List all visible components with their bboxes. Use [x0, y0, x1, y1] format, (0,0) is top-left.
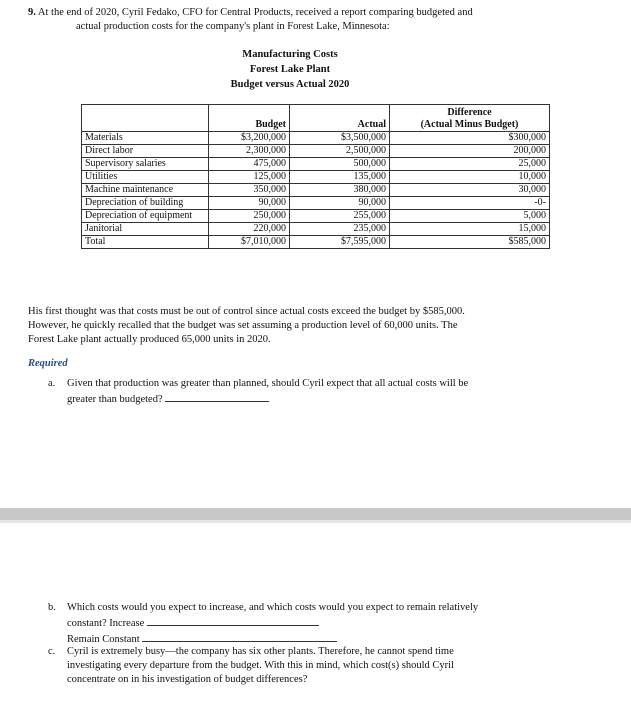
row-budget: 90,000: [209, 197, 290, 210]
row-name: Depreciation of equipment: [82, 210, 209, 223]
part-a-line-1: Given that production was greater than planned, should Cyril expect that all actual costs will be: [67, 378, 469, 389]
row-diff: 15,000: [390, 223, 550, 236]
table-row: [82, 184, 550, 197]
header-blank: [82, 105, 209, 132]
table-row: [82, 210, 550, 223]
part-c-line-3: concentrate on in his investigation of budget differences?: [67, 674, 308, 685]
part-c-label: c.: [48, 646, 56, 657]
row-diff: 5,000: [390, 210, 550, 223]
row-name: Janitorial: [82, 223, 209, 236]
row-name: Depreciation of building: [82, 197, 209, 210]
row-actual: 235,000: [290, 223, 390, 236]
part-a-answer-blank[interactable]: [165, 391, 269, 402]
header-budget: Budget: [209, 105, 290, 132]
intro-line-2: actual production costs for the company's plant in Forest Lake, Minnesota:: [76, 21, 390, 32]
header-difference: [390, 105, 550, 132]
paragraph-line-3: Forest Lake plant actually produced 65,000 units in 2020.: [28, 334, 271, 345]
table-row: [82, 236, 550, 249]
row-actual: $7,595,000: [290, 236, 390, 249]
part-a-label: a.: [48, 378, 56, 389]
row-name: Supervisory salaries: [82, 158, 209, 171]
row-diff: 200,000: [390, 145, 550, 158]
row-diff: -0-: [390, 197, 550, 210]
row-name: Total: [82, 236, 209, 249]
budget-table: [81, 104, 550, 249]
part-b-constant-label: Remain Constant: [67, 634, 140, 645]
part-c-line-1: Cyril is extremely busy—the company has six other plants. Therefore, he cannot spend time: [67, 646, 454, 657]
row-budget: 2,300,000: [209, 145, 290, 158]
paragraph-line-2: However, he quickly recalled that the budget was set assuming a production level of 60,000 units. The: [28, 320, 458, 331]
row-actual: 255,000: [290, 210, 390, 223]
row-diff: $300,000: [390, 132, 550, 145]
increase-answer-blank[interactable]: [147, 615, 319, 626]
part-a-line-2: greater than budgeted?: [67, 394, 163, 405]
row-name: Utilities: [82, 171, 209, 184]
row-budget: 220,000: [209, 223, 290, 236]
row-diff: 30,000: [390, 184, 550, 197]
table-row: [82, 197, 550, 210]
part-c: [48, 645, 568, 687]
part-b: [48, 601, 568, 647]
row-name: Materials: [82, 132, 209, 145]
row-actual: 90,000: [290, 197, 390, 210]
section-divider: [0, 508, 631, 520]
table-row: [82, 145, 550, 158]
report-title-2: Forest Lake Plant: [249, 64, 331, 75]
row-name: Machine maintenance: [82, 184, 209, 197]
header-actual: Actual: [290, 105, 390, 132]
part-a: [48, 377, 568, 407]
table-header-row: [82, 105, 550, 132]
header-difference-line1: Difference: [447, 107, 492, 118]
table-row: [82, 171, 550, 184]
row-budget: $3,200,000: [209, 132, 290, 145]
row-actual: $3,500,000: [290, 132, 390, 145]
row-actual: 380,000: [290, 184, 390, 197]
row-diff: 25,000: [390, 158, 550, 171]
section-divider-shadow: [0, 520, 631, 523]
required-label: Required: [28, 358, 68, 369]
intro-line-1: At the end of 2020, Cyril Fedako, CFO for Central Products, received a report comparing budgeted and: [37, 7, 473, 18]
paragraph-line-1: His first thought was that costs must be out of control since actual costs exceed the budget by $585,000.: [28, 306, 465, 317]
part-b-increase-label: constant? Increase: [67, 618, 145, 629]
table-row: [82, 158, 550, 171]
row-budget: 475,000: [209, 158, 290, 171]
report-title-1: Manufacturing Costs: [242, 49, 338, 60]
row-budget: 350,000: [209, 184, 290, 197]
remain-constant-answer-blank[interactable]: [142, 631, 337, 642]
question-intro: [28, 6, 588, 34]
table-row: [82, 223, 550, 236]
row-actual: 500,000: [290, 158, 390, 171]
row-budget: 125,000: [209, 171, 290, 184]
part-b-line-1: Which costs would you expect to increase, and which costs would you expect to remain relatively: [67, 602, 479, 613]
report-title-3: Budget versus Actual 2020: [230, 79, 350, 90]
question-number: 9.: [28, 7, 36, 18]
header-difference-line2: (Actual Minus Budget): [420, 119, 519, 130]
row-actual: 2,500,000: [290, 145, 390, 158]
row-diff: 10,000: [390, 171, 550, 184]
part-c-line-2: investigating every departure from the budget. With this in mind, which cost(s) should Cyril: [67, 660, 454, 671]
row-budget: 250,000: [209, 210, 290, 223]
row-actual: 135,000: [290, 171, 390, 184]
row-name: Direct labor: [82, 145, 209, 158]
row-budget: $7,010,000: [209, 236, 290, 249]
table-row: [82, 132, 550, 145]
row-diff: $585,000: [390, 236, 550, 249]
part-b-label: b.: [48, 602, 56, 613]
context-paragraph: [28, 305, 588, 347]
